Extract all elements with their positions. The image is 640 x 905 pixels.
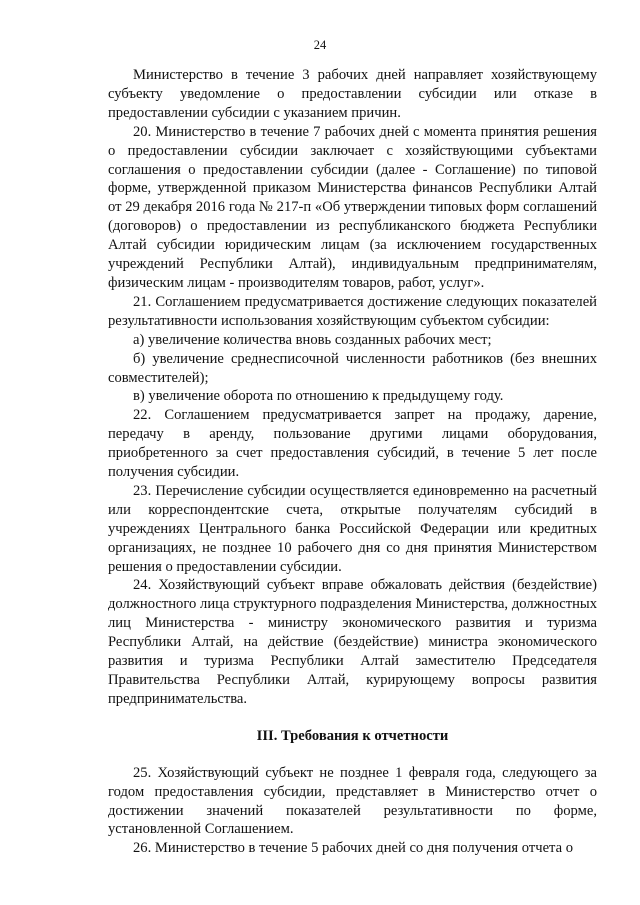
paragraph-25: 25. Хозяйствующий субъект не позднее 1 февраля года, следующего за годом предоставления субсидии, представляет в Министерство отчет о достижении значений показателей результативности по форме, установленной Соглашением.	[108, 764, 597, 838]
section-title: III. Требования к отчетности	[256, 727, 449, 744]
paragraph-21: 21. Соглашением предусматривается достижение следующих показателей результативности использования хозяйствующим субъектом субсидии:	[108, 293, 597, 329]
paragraph-26: 26. Министерство в течение 5 рабочих дней со дня получения отчета о	[133, 840, 574, 857]
paragraph-24: 24. Хозяйствующий субъект вправе обжаловать действия (бездействие) должностного лица структурного подразделения Министерства, должностных лиц Министерства - министру экономического развития и туризма Республики Алтай, на действие (бездействие) министра экономического развития и туризма Республики Алтай заместителю Председателя Правительства Республики Алтай, курирующему вопросы развития предпринимательства.	[108, 577, 597, 707]
page-number: 24	[313, 38, 327, 52]
list-item-a: а) увеличение количества вновь созданных рабочих мест;	[133, 331, 492, 348]
paragraph-22: 22. Соглашением предусматривается запрет на продажу, дарение, передачу в аренду, пользование другими лицами оборудования, приобретенного за счет предоставления субсидий, в течение 5 лет после получения субсидии.	[108, 407, 597, 481]
paragraph-23: 23. Перечисление субсидии осуществляется единовременно на расчетный или корреспондентские счета, открытые получателям субсидий в учреждениях Центрального банка Российской Федерации или кредитных организациях, не позднее 10 рабочего дня со дня принятия Министерством решения о предоставлении субсидии.	[108, 482, 597, 575]
paragraph-20: 20. Министерство в течение 7 рабочих дней с момента принятия решения о предоставлении субсидии заключает с хозяйствующими субъектами соглашения о предоставлении субсидии (далее - Соглашение) по типовой форме, утвержденной приказом Министерства финансов Республики Алтай от 29 декабря 2016 года № 217-п «Об утверждении типовых форм соглашений (договоров) о предоставлении из республиканского бюджета Республики Алтай субсидии юридическим лицам (за исключением государственных учреждений Республики Алтай), индивидуальным предпринимателям, физическим лицам - производителям товаров, работ, услуг».	[108, 123, 597, 291]
list-item-b: б) увеличение среднесписочной численности работников (без внешних совместителей);	[108, 350, 597, 386]
document-body	[108, 66, 597, 858]
list-item-v: в) увеличение оборота по отношению к предыдущему году.	[133, 388, 504, 405]
paragraph-ministry-notice: Министерство в течение 3 рабочих дней направляет хозяйствующему субъекту уведомление о предоставлении субсидии или отказе в предоставлении субсидии с указанием причин.	[108, 67, 597, 121]
